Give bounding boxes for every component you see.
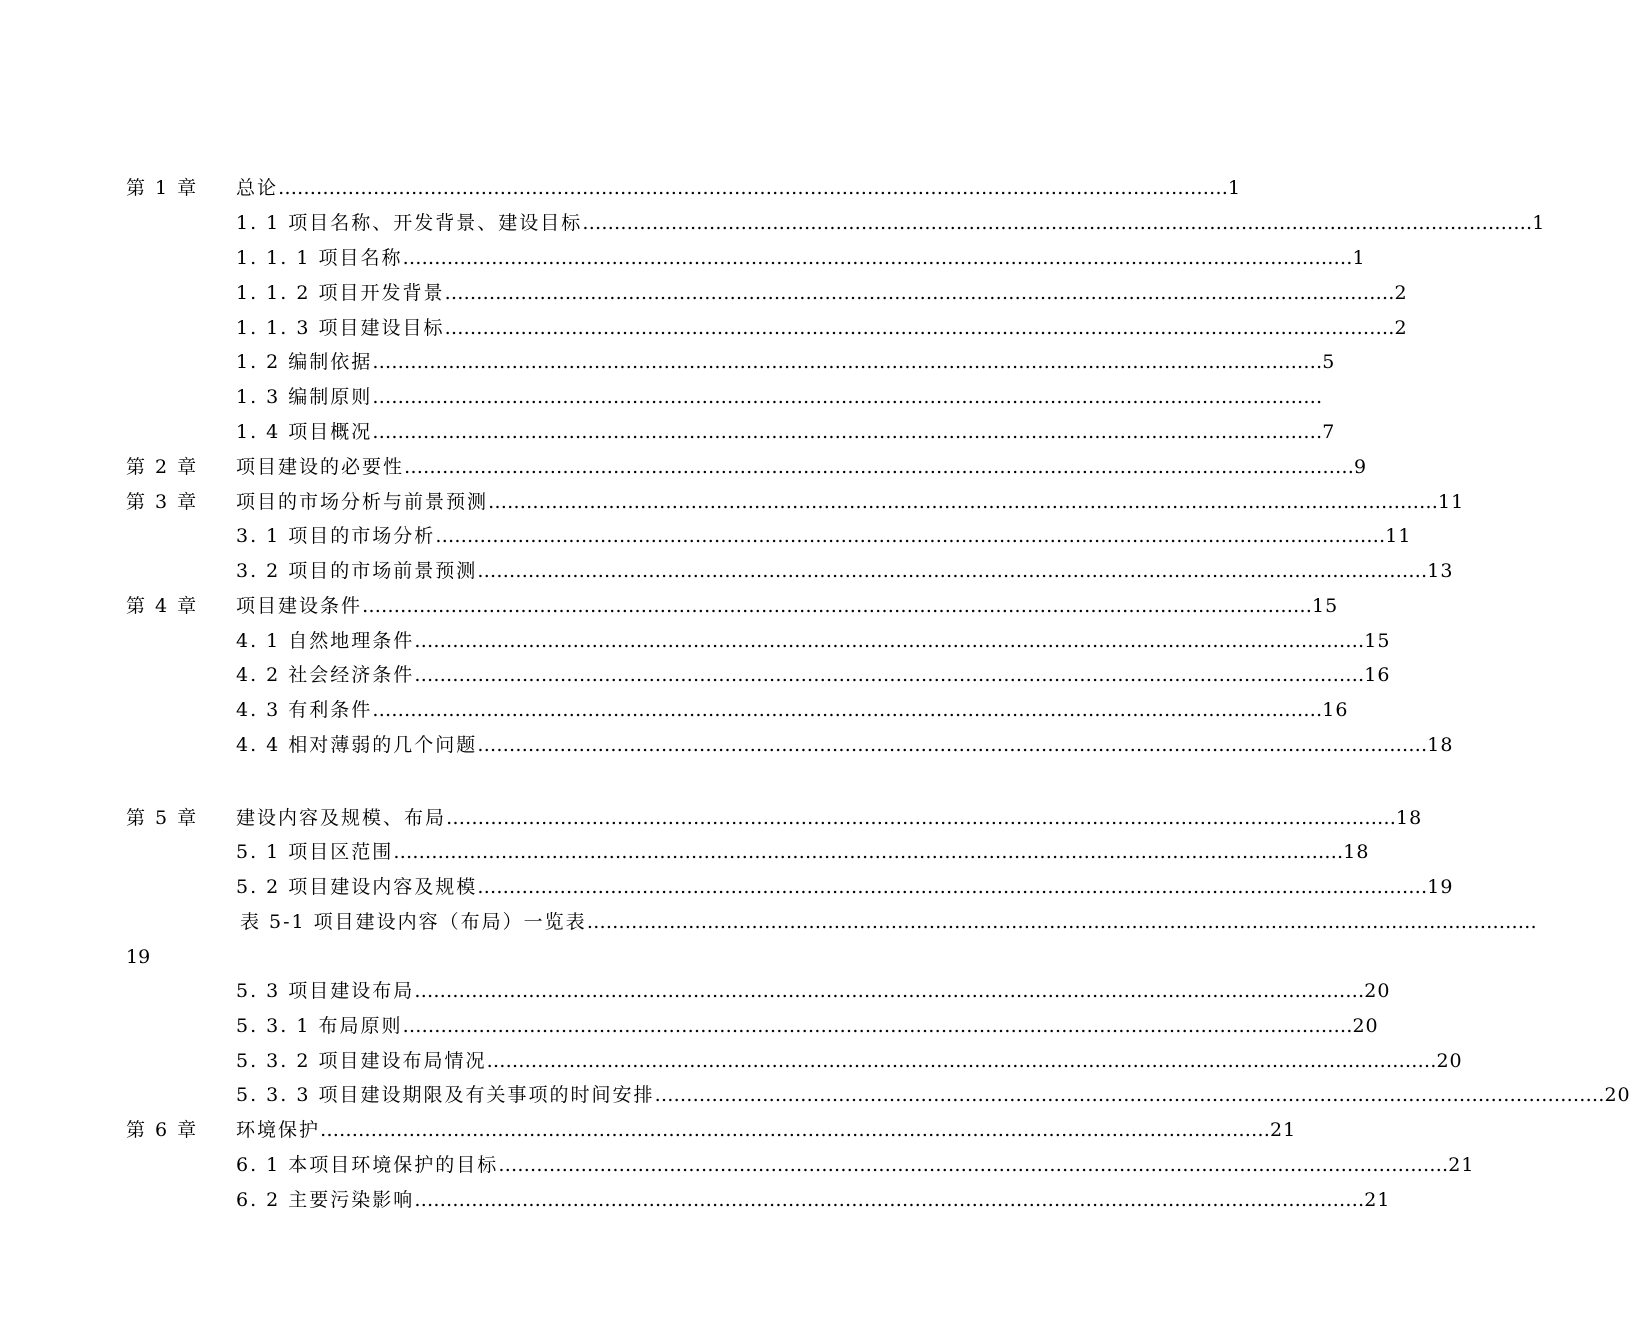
toc-dot-leader: ……………………………………………………………………………………………………………………………………	[393, 841, 1344, 863]
toc-entry	[236, 1081, 1631, 1109]
toc-section-row	[0, 731, 1454, 759]
toc-entry	[236, 209, 1546, 237]
toc-entry	[236, 522, 1412, 550]
toc-section-row	[0, 838, 1370, 866]
toc-entry-title: 表 5-1 项目建设内容（布局）一览表	[240, 911, 587, 933]
toc-dot-leader: ……………………………………………………………………………………………………………………………………	[477, 560, 1428, 582]
toc-section-row	[0, 627, 1391, 655]
toc-dot-leader: ……………………………………………………………………………………………………………………………………	[372, 421, 1323, 443]
toc-entry	[236, 627, 1391, 655]
toc-entry-title: 总论	[236, 177, 279, 199]
toc-chapter-number: 第 5 章	[126, 807, 199, 829]
toc-page-number: 15	[1364, 630, 1391, 652]
toc-entry-title: 4. 4 相对薄弱的几个问题	[236, 734, 478, 756]
toc-dot-leader: ……………………………………………………………………………………………………………………………………	[372, 386, 1323, 408]
toc-chapter-row	[0, 488, 1465, 516]
toc-page-number: 2	[1394, 317, 1408, 339]
toc-dot-leader: ……………………………………………………………………………………………………………………………………	[444, 282, 1395, 304]
toc-entry-title: 3. 2 项目的市场前景预测	[236, 560, 478, 582]
toc-page-number: 11	[1385, 525, 1412, 547]
toc-entry-title: 3. 1 项目的市场分析	[236, 525, 436, 547]
toc-dot-leader: ……………………………………………………………………………………………………………………………………	[498, 1154, 1449, 1176]
toc-entry-title: 5. 3. 2 项目建设布局情况	[236, 1050, 487, 1072]
toc-chapter-row	[0, 592, 1339, 620]
toc-entry	[236, 1116, 1297, 1144]
toc-page-number: 20	[1436, 1050, 1463, 1072]
toc-entry-title: 1. 2 编制依据	[236, 351, 373, 373]
toc-section-row	[0, 1081, 1631, 1109]
toc-dot-leader: ……………………………………………………………………………………………………………………………………	[414, 630, 1365, 652]
toc-dot-leader: ……………………………………………………………………………………………………………………………………	[362, 595, 1313, 617]
toc-page-number: 13	[1427, 560, 1454, 582]
toc-entry	[236, 348, 1336, 376]
toc-entry-title: 5. 3. 3 项目建设期限及有关事项的时间安排	[236, 1084, 655, 1106]
toc-page-number: 1	[1228, 177, 1242, 199]
toc-entry	[236, 418, 1336, 446]
toc-entry	[236, 838, 1370, 866]
toc-page-number: 20	[1364, 980, 1391, 1002]
toc-chapter-number: 第 6 章	[126, 1119, 199, 1141]
toc-entry	[236, 557, 1454, 585]
toc-entry-title: 1. 1. 3 项目建设目标	[236, 317, 445, 339]
toc-dot-leader: ……………………………………………………………………………………………………………………………………	[372, 351, 1323, 373]
toc-dot-leader: ……………………………………………………………………………………………………………………………………	[488, 491, 1439, 513]
toc-entry-title: 项目的市场分析与前景预测	[236, 491, 489, 513]
toc-dot-leader: ……………………………………………………………………………………………………………………………………	[414, 1189, 1365, 1211]
toc-entry	[236, 804, 1423, 832]
toc-section-row	[0, 1151, 1475, 1179]
toc-dot-leader: ……………………………………………………………………………………………………………………………………	[477, 876, 1428, 898]
toc-page-number: 16	[1364, 664, 1391, 686]
toc-dot-leader: ……………………………………………………………………………………………………………………………………	[446, 807, 1397, 829]
toc-section-row	[0, 661, 1391, 689]
toc-dot-leader: ……………………………………………………………………………………………………………………………………	[435, 525, 1386, 547]
toc-page-number: 20	[1604, 1084, 1631, 1106]
toc-dot-leader: ……………………………………………………………………………………………………………………………………	[278, 177, 1229, 199]
toc-section-row	[0, 908, 1537, 936]
toc-entry	[236, 1047, 1463, 1075]
toc-entry-title: 5. 3. 1 布局原则	[236, 1015, 403, 1037]
toc-entry-title: 4. 2 社会经济条件	[236, 664, 415, 686]
toc-section-row	[0, 696, 1349, 724]
toc-chapter-row	[0, 804, 1423, 832]
toc-dot-leader: ……………………………………………………………………………………………………………………………………	[477, 734, 1428, 756]
toc-dot-leader: ……………………………………………………………………………………………………………………………………	[372, 699, 1323, 721]
toc-entry	[236, 314, 1408, 342]
toc-section-row	[0, 1186, 1391, 1214]
toc-section-row	[0, 314, 1408, 342]
toc-dot-leader: ……………………………………………………………………………………………………………………………………	[654, 1084, 1605, 1106]
toc-entry-title: 4. 3 有利条件	[236, 699, 373, 721]
toc-entry-title: 1. 4 项目概况	[236, 421, 373, 443]
toc-page-number: 19	[1427, 876, 1454, 898]
toc-section-row	[0, 244, 1366, 272]
toc-page-number: 1	[1352, 247, 1366, 269]
toc-entry-title: 1. 1 项目名称、开发背景、建设目标	[236, 212, 583, 234]
toc-entry-title: 环境保护	[236, 1119, 321, 1141]
toc-entry-title: 项目建设条件	[236, 595, 363, 617]
toc-section-row	[0, 418, 1336, 446]
toc-section-row	[0, 557, 1454, 585]
toc-dot-leader: ……………………………………………………………………………………………………………………………………	[404, 456, 1355, 478]
toc-entry	[236, 592, 1339, 620]
toc-entry-title: 6. 2 主要污染影响	[236, 1189, 415, 1211]
toc-chapter-number: 第 2 章	[126, 456, 199, 478]
toc-dot-leader: ……………………………………………………………………………………………………………………………………	[444, 317, 1395, 339]
toc-section-row	[0, 279, 1408, 307]
toc-entry-title: 5. 2 项目建设内容及规模	[236, 876, 478, 898]
toc-dot-leader: ……………………………………………………………………………………………………………………………………	[586, 911, 1537, 933]
toc-page-number: 20	[1352, 1015, 1379, 1037]
toc-entry	[236, 731, 1454, 759]
toc-section-row	[0, 1047, 1463, 1075]
toc-dot-leader: ……………………………………………………………………………………………………………………………………	[414, 664, 1365, 686]
toc-entry	[236, 1151, 1475, 1179]
toc-chapter-number: 第 4 章	[126, 595, 199, 617]
toc-dot-leader: ……………………………………………………………………………………………………………………………………	[402, 247, 1353, 269]
toc-chapter-number: 第 1 章	[126, 177, 199, 199]
toc-chapter-row	[0, 1116, 1297, 1144]
toc-page-number: 15	[1312, 595, 1339, 617]
toc-page-number: 21	[1364, 1189, 1391, 1211]
toc-chapter-row	[0, 174, 1242, 202]
toc-entry-title: 6. 1 本项目环境保护的目标	[236, 1154, 499, 1176]
toc-entry	[236, 873, 1454, 901]
toc-entry	[236, 453, 1368, 481]
toc-section-row	[0, 348, 1336, 376]
toc-dot-leader: ……………………………………………………………………………………………………………………………………	[402, 1015, 1353, 1037]
toc-chapter-number: 第 3 章	[126, 491, 199, 513]
toc-page-number: 5	[1322, 351, 1336, 373]
toc-entry	[236, 1012, 1379, 1040]
toc-entry-title: 1. 3 编制原则	[236, 386, 373, 408]
toc-page-number: 18	[1396, 807, 1423, 829]
toc-entry-title: 建设内容及规模、布局	[236, 807, 447, 829]
toc-chapter-row	[0, 453, 1368, 481]
toc-entry	[236, 488, 1465, 516]
toc-entry-title: 5. 1 项目区范围	[236, 841, 394, 863]
toc-entry	[236, 244, 1366, 272]
toc-entry-title: 4. 1 自然地理条件	[236, 630, 415, 652]
toc-page-number: 9	[1354, 456, 1368, 478]
toc-entry	[236, 1186, 1391, 1214]
toc-entry	[236, 661, 1391, 689]
toc-entry-title: 1. 1. 2 项目开发背景	[236, 282, 445, 304]
toc-dot-leader: ……………………………………………………………………………………………………………………………………	[414, 980, 1365, 1002]
toc-entry	[236, 977, 1391, 1005]
toc-entry	[240, 908, 1537, 936]
toc-entry	[236, 279, 1408, 307]
toc-dot-leader: ……………………………………………………………………………………………………………………………………	[486, 1050, 1437, 1072]
toc-section-row	[0, 209, 1546, 237]
toc-entry-title: 5. 3 项目建设布局	[236, 980, 415, 1002]
toc-section-row	[0, 873, 1454, 901]
toc-page-number: 11	[1438, 491, 1465, 513]
toc-page-number: 18	[1427, 734, 1454, 756]
toc-page-number: 21	[1448, 1154, 1475, 1176]
toc-entry	[236, 174, 1242, 202]
toc-page-number: 2	[1394, 282, 1408, 304]
toc-entry	[236, 696, 1349, 724]
toc-page-number: 7	[1322, 421, 1336, 443]
toc-page-number: 18	[1343, 841, 1370, 863]
toc-dot-leader: ……………………………………………………………………………………………………………………………………	[582, 212, 1533, 234]
toc-entry-title: 项目建设的必要性	[236, 456, 405, 478]
toc-section-row	[0, 522, 1412, 550]
toc-section-row	[0, 383, 1323, 411]
toc-section-row	[0, 1012, 1379, 1040]
toc-wrapped-page-number: 19	[126, 946, 151, 968]
toc-page-number: 1	[1532, 212, 1546, 234]
toc-dot-leader: ……………………………………………………………………………………………………………………………………	[320, 1119, 1271, 1141]
toc-section-row	[0, 977, 1391, 1005]
toc-entry	[236, 383, 1323, 411]
toc-page-number: 16	[1322, 699, 1349, 721]
toc-page-number: 21	[1270, 1119, 1297, 1141]
toc-entry-title: 1. 1. 1 项目名称	[236, 247, 403, 269]
